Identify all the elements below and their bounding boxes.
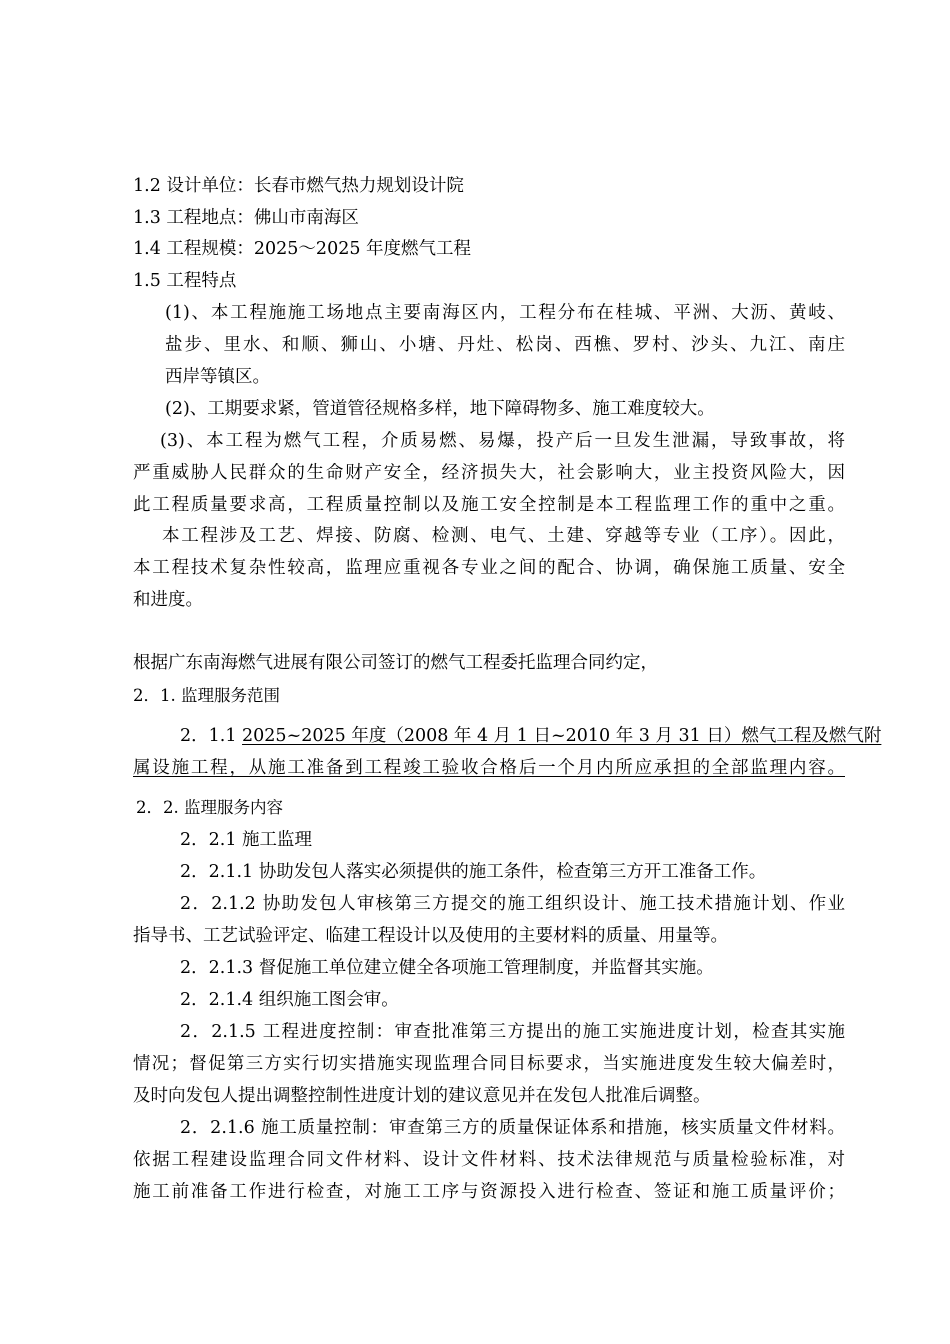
clause-2-2-1-6-line-2: 依据工程建设监理合同文件材料、设计文件材料、技术法律规范与质量检验标准，对	[133, 1150, 845, 1170]
feature-3-line-3: 此工程质量要求高，工程质量控制以及施工安全控制是本工程监理工作的重中之重。	[133, 495, 845, 515]
feature-1-line-3: 西岸等镇区。	[165, 367, 270, 387]
scope-2-1-1-line-2: 属设施工程，从施工准备到工程竣工验收合格后一个月内所应承担的全部监理内容。	[133, 758, 845, 778]
disciplines-line-3: 和进度。	[133, 590, 203, 610]
clause-2-2-1-2-line-2: 指导书、工艺试验评定、临建工程设计以及使用的主要材料的质量、用量等。	[133, 926, 728, 946]
clause-2-2-1-6-line-1: 2．2.1.6 施工质量控制：审查第三方的质量保证体系和措施，核实质量文件材料。	[180, 1118, 845, 1138]
feature-2-line: (2)、工期要求紧，管道管径规格多样，地下障碍物多、施工难度较大。	[165, 399, 715, 419]
clause-2-2-1-1: 2．2.1.1 协助发包人落实必须提供的施工条件，检查第三方开工准备工作。	[180, 862, 767, 882]
feature-3-line-1: (3)、本工程为燃气工程，介质易燃、易爆，投产后一旦发生泄漏，导致事故，将	[160, 431, 845, 451]
disciplines-line-2: 本工程技术复杂性较高，监理应重视各专业之间的配合、协调，确保施工质量、安全	[133, 558, 845, 578]
project-scale-line: 1.4 工程规模：2025～2025 年度燃气工程	[133, 239, 472, 259]
feature-1-line-1: (1)、本工程施施工场地点主要南海区内，工程分布在桂城、平洲、大沥、黄岐、	[165, 303, 845, 323]
clause-2-2-1-2-line-1: 2．2.1.2 协助发包人审核第三方提交的施工组织设计、施工技术措施计划、作业	[180, 894, 845, 914]
clause-2-2-1-5-line-2: 情况；督促第三方实行切实措施实现监理合同目标要求，当实施进度发生较大偏差时，	[133, 1054, 845, 1074]
clause-2-2-1-4: 2．2.1.4 组织施工图会审。	[180, 990, 399, 1010]
project-location-line: 1.3 工程地点：佛山市南海区	[133, 208, 359, 228]
clause-number: 2．1.1	[180, 726, 243, 746]
subsection-2-2-heading: 2．2. 监理服务内容	[136, 798, 283, 817]
construction-supervision-line: 2．2.1 施工监理	[180, 830, 313, 850]
design-unit-line: 1.2 设计单位：长春市燃气热力规划设计院	[133, 176, 464, 196]
clause-2-2-1-6-line-3: 施工前准备工作进行检查，对施工工序与资源投入进行检查、签证和施工质量评价；	[133, 1182, 845, 1202]
clause-2-2-1-3: 2．2.1.3 督促施工单位建立健全各项施工管理制度，并监督其实施。	[180, 958, 714, 978]
feature-3-line-2: 严重威胁人民群众的生命财产安全，经济损失大，社会影响大，业主投资风险大，因	[133, 463, 845, 483]
scope-2-1-1-line-1	[180, 725, 881, 747]
scope-text: 2025~2025 年度（2008 年 4 月 1 日~2010 年 3 月 31 日）燃气工程及燃气附	[242, 726, 882, 746]
feature-1-line-2: 盐步、里水、和顺、狮山、小塘、丹灶、松岗、西樵、罗村、沙头、九江、南庄	[165, 335, 845, 355]
contract-basis-line: 根据广东南海燃气进展有限公司签订的燃气工程委托监理合同约定，	[133, 653, 658, 673]
disciplines-line-1: 本工程涉及工艺、焊接、防腐、检测、电气、土建、穿越等专业（工序）。因此，	[162, 526, 845, 546]
project-features-heading: 1.5 工程特点	[133, 271, 237, 291]
clause-2-2-1-5-line-1: 2．2.1.5 工程进度控制：审查批准第三方提出的施工实施进度计划，检查其实施	[180, 1022, 845, 1042]
subsection-2-1-heading: 2．1. 监理服务范围	[133, 686, 280, 705]
clause-2-2-1-5-line-3: 及时向发包人提出调整控制性进度计划的建议意见并在发包人批准后调整。	[133, 1086, 711, 1106]
